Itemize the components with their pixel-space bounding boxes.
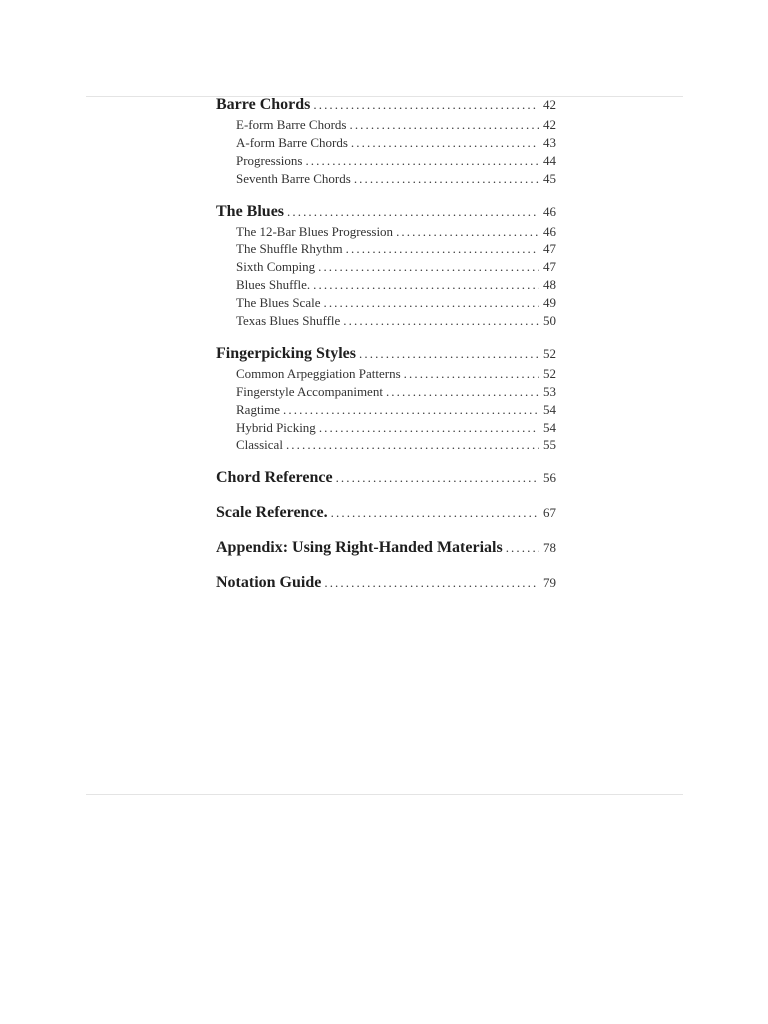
dot-leader: [359, 343, 539, 365]
dot-leader: [313, 276, 539, 294]
toc-section-barre-chords: [216, 94, 556, 188]
toc-heading-title: Notation Guide: [216, 574, 322, 592]
toc-entry[interactable]: [216, 240, 556, 258]
table-of-contents: [216, 94, 556, 594]
dot-leader: [404, 365, 539, 383]
toc-entry-title: Common Arpeggiation Patterns: [236, 365, 401, 381]
toc-page-number: 50: [543, 313, 556, 329]
toc-entry-title: Blues Shuffle.: [236, 277, 311, 293]
toc-section-fingerpicking-styles: [216, 343, 556, 454]
toc-page-number: 45: [543, 170, 556, 186]
toc-entry[interactable]: [216, 152, 556, 170]
bottom-divider: [86, 794, 683, 795]
toc-entry[interactable]: [216, 401, 556, 419]
toc-heading[interactable]: [216, 467, 556, 489]
toc-entry[interactable]: [216, 134, 556, 152]
toc-page-number: 55: [543, 437, 556, 453]
toc-page-number: 46: [543, 223, 556, 239]
toc-heading[interactable]: [216, 201, 556, 223]
toc-page-number: 54: [543, 401, 556, 417]
toc-entry-title: Ragtime: [236, 401, 281, 417]
toc-entry-title: Classical: [236, 437, 283, 453]
dot-leader: [331, 502, 539, 524]
toc-section-appendix: [216, 537, 556, 559]
toc-entry[interactable]: [216, 276, 556, 294]
toc-heading[interactable]: [216, 537, 556, 559]
dot-leader: [323, 294, 539, 312]
dot-leader: [506, 537, 539, 559]
toc-entry[interactable]: [216, 436, 556, 454]
toc-entry-title: A-form Barre Chords: [236, 134, 348, 150]
toc-page-number: 54: [543, 419, 556, 435]
toc-entry[interactable]: [216, 258, 556, 276]
toc-entry[interactable]: [216, 383, 556, 401]
toc-entry[interactable]: [216, 116, 556, 134]
toc-page-number: 56: [543, 470, 556, 486]
toc-entry-title: Hybrid Picking: [236, 419, 316, 435]
toc-page-number: 42: [543, 117, 556, 132]
dot-leader: [319, 419, 539, 437]
dot-leader: [287, 201, 539, 223]
toc-page-number: 52: [543, 345, 556, 361]
dot-leader: [343, 312, 539, 330]
toc-page-number: 79: [543, 575, 556, 591]
toc-heading-title: Fingerpicking Styles: [216, 344, 357, 362]
dot-leader: [354, 170, 539, 188]
toc-entry-title: The 12-Bar Blues Progression: [236, 223, 394, 239]
dot-leader: [351, 134, 539, 152]
toc-page-number: 48: [543, 277, 556, 293]
toc-entry-title: Sixth Comping: [236, 259, 316, 275]
toc-entry[interactable]: [216, 419, 556, 437]
dot-leader: [349, 116, 539, 134]
toc-entry-title: E-form Barre Chords: [236, 117, 347, 132]
toc-section-chord-reference: [216, 467, 556, 489]
dot-leader: [313, 94, 539, 116]
toc-heading-title: The Blues: [216, 202, 285, 220]
toc-entry-title: Fingerstyle Accompaniment: [236, 383, 383, 399]
toc-entry-title: Texas Blues Shuffle: [236, 313, 341, 329]
toc-entry-title: Seventh Barre Chords: [236, 170, 351, 186]
toc-entry-title: Progressions: [236, 152, 303, 168]
toc-page-number: 47: [543, 259, 556, 275]
toc-page-number: 43: [543, 134, 556, 150]
dot-leader: [283, 401, 539, 419]
toc-entry-title: The Shuffle Rhythm: [236, 241, 343, 257]
toc-heading[interactable]: [216, 502, 556, 524]
dot-leader: [318, 258, 539, 276]
toc-entry[interactable]: [216, 365, 556, 383]
toc-page-number: 47: [543, 241, 556, 257]
toc-entry[interactable]: [216, 312, 556, 330]
toc-section-notation-guide: [216, 572, 556, 594]
toc-page-number: 42: [543, 97, 556, 112]
toc-heading[interactable]: [216, 572, 556, 594]
dot-leader: [324, 572, 539, 594]
dot-leader: [336, 467, 539, 489]
toc-heading-title: Scale Reference.: [216, 504, 328, 522]
toc-heading-title: Chord Reference: [216, 469, 333, 487]
toc-heading-title: Barre Chords: [216, 96, 311, 113]
toc-section-scale-reference: [216, 502, 556, 524]
dot-leader: [305, 152, 539, 170]
dot-leader: [286, 436, 539, 454]
toc-page-number: 53: [543, 383, 556, 399]
toc-page-number: 52: [543, 365, 556, 381]
toc-page-number: 44: [543, 152, 556, 168]
toc-section-the-blues: [216, 201, 556, 330]
toc-page-number: 49: [543, 295, 556, 311]
toc-page-number: 46: [543, 203, 556, 219]
toc-heading-title: Appendix: Using Right-Handed Materials: [216, 539, 503, 557]
toc-entry[interactable]: [216, 294, 556, 312]
toc-entry[interactable]: [216, 170, 556, 188]
dot-leader: [396, 223, 539, 241]
toc-page-number: 67: [543, 505, 556, 521]
toc-entry-title: The Blues Scale: [236, 295, 321, 311]
toc-heading[interactable]: [216, 343, 556, 365]
toc-page-number: 78: [543, 540, 556, 556]
dot-leader: [386, 383, 539, 401]
toc-entry[interactable]: [216, 223, 556, 241]
dot-leader: [346, 240, 539, 258]
toc-heading[interactable]: [216, 94, 556, 116]
